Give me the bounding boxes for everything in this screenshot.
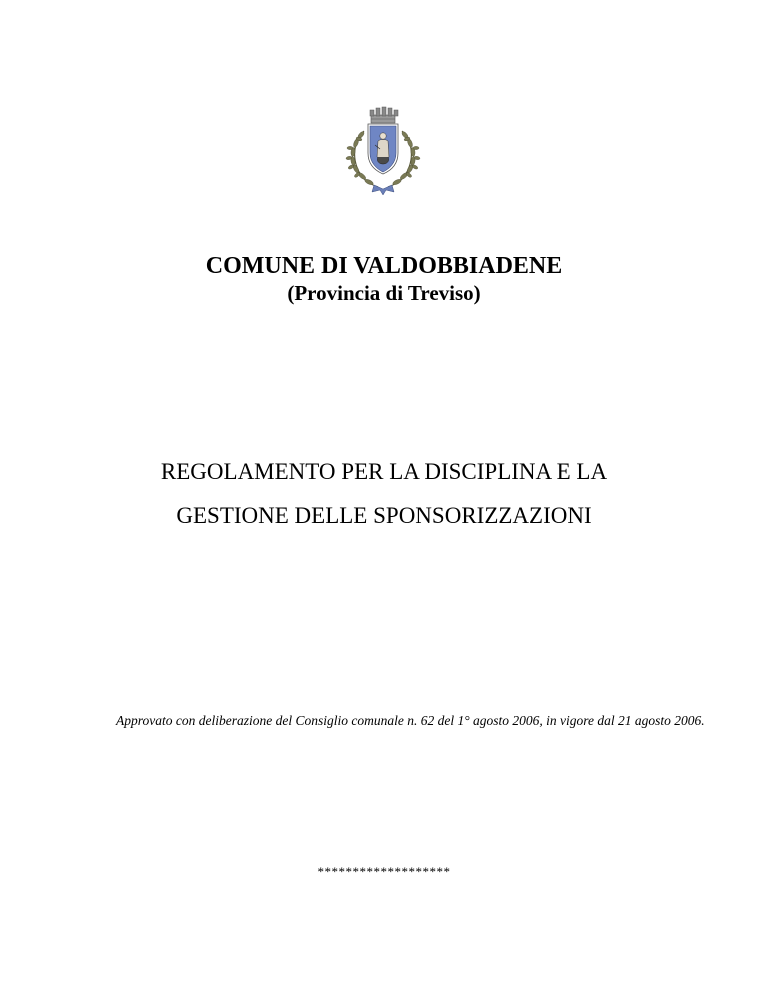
document-title-line-2: GESTIONE DELLE SPONSORIZZAZIONI	[176, 503, 592, 528]
provincia-subtitle: (Provincia di Treviso)	[287, 281, 481, 305]
crown-icon	[370, 107, 398, 123]
comune-title: COMUNE DI VALDOBBIADENE	[205, 253, 563, 279]
ribbon-icon	[372, 185, 394, 195]
approval-note: Approvato con deliberazione del Consiglio comunale n. 62 del 1° agosto 2006, in vigore dal 21 agosto 2006.	[116, 713, 705, 728]
document-title-line-1: REGOLAMENTO PER LA DISCIPLINA E LA	[160, 459, 608, 484]
shield-icon	[368, 124, 398, 174]
coat-of-arms-icon	[334, 101, 432, 199]
separator-asterisks: *******************	[317, 864, 451, 879]
